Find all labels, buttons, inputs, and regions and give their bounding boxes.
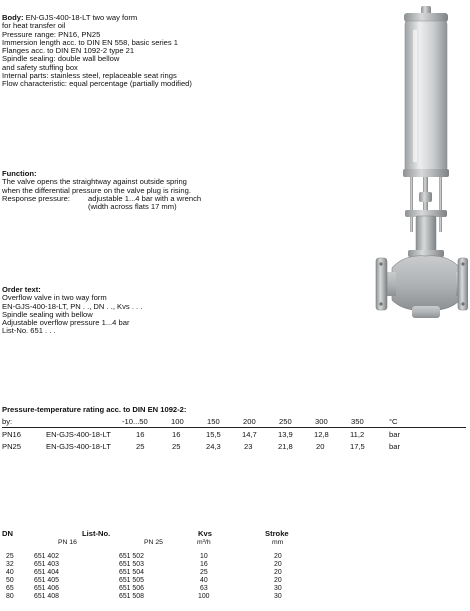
pt-cell: bar (389, 442, 400, 452)
body-line: Spindle sealing: double wall bellow (2, 54, 120, 64)
valve-pillar-right (439, 177, 442, 232)
valve-top-cap (404, 13, 448, 22)
pt-table-grid (2, 417, 466, 453)
valve-flange-left (376, 258, 387, 310)
function-line: when the differential pressure on the valve plug is rising. (2, 185, 191, 195)
pt-header-cell: 300 (315, 417, 328, 427)
body-section (2, 14, 252, 89)
pt-header-cell: 250 (279, 417, 292, 427)
list-cell: 651 508 (119, 593, 144, 600)
list-cell: 651 403 (34, 561, 59, 568)
list-cell: 63 (200, 585, 208, 592)
body-line: Pressure range: PN16, PN25 (2, 29, 101, 39)
list-cell: 651 504 (119, 569, 144, 576)
list-cell: 50 (6, 577, 14, 584)
list-cell: 651 505 (119, 577, 144, 584)
list-cell: 651 404 (34, 569, 59, 576)
pt-cell: 25 (172, 442, 181, 452)
list-cell: 100 (198, 593, 210, 600)
function-section (2, 170, 252, 211)
function-title: Function: (2, 169, 37, 178)
order-line: Spindle sealing with bellow (2, 309, 93, 319)
order-line: Overflow valve in two way form (2, 293, 107, 303)
list-cell: 25 (6, 553, 14, 560)
pt-cell: 11,2 (350, 430, 365, 440)
order-section (2, 286, 252, 336)
order-line: Adjustable overflow pressure 1...4 bar (2, 318, 130, 328)
pt-cell: bar (389, 430, 400, 440)
pt-cell: 24,3 (206, 442, 221, 452)
response-value: adjustable 1...4 bar with a wrench (88, 193, 202, 203)
valve-top-knob (421, 6, 431, 14)
list-cell: 30 (274, 585, 282, 592)
stroke-unit: mm (272, 539, 284, 546)
flange-bolt (379, 262, 382, 265)
valve-bottom-cap (403, 169, 449, 177)
pn25-subheader: PN 25 (144, 539, 163, 546)
valve-body (392, 256, 460, 311)
list-cell: 651 406 (34, 585, 59, 592)
pt-cell: 15,5 (206, 430, 221, 440)
order-title: Order text: (2, 285, 41, 294)
body-title-rest: EN-GJS-400-18-LT two way form (23, 13, 138, 22)
pt-header-cell: 350 (351, 417, 364, 427)
list-cell: 30 (274, 593, 282, 600)
stroke-header: Stroke (265, 529, 289, 538)
kvs-header: Kvs (198, 529, 212, 538)
pt-cell: PN16 (2, 430, 21, 440)
body-line: Immersion length acc. to DIN EN 558, basic series 1 (2, 37, 178, 47)
valve-cylinder (405, 21, 447, 171)
pt-cell: 17,5 (350, 442, 365, 452)
flange-bolt (461, 262, 464, 265)
list-cell: 20 (274, 569, 282, 576)
pt-header-cell: °C (389, 417, 398, 427)
flange-bolt (461, 302, 464, 305)
list-cell: 651 405 (34, 577, 59, 584)
pt-cell: EN-GJS-400-18-LT (46, 442, 111, 452)
valve-cylinder-highlight (413, 30, 417, 162)
pt-cell: EN-GJS-400-18-LT (46, 430, 111, 440)
pt-cell: 20 (316, 442, 325, 452)
valve-base (412, 306, 440, 318)
pt-header-cell: 100 (171, 417, 184, 427)
pt-header-cell: by: (2, 417, 13, 427)
function-line: The valve opens the straightway against outside spring (2, 177, 187, 187)
list-cell: 20 (274, 553, 282, 560)
list-cell: 651 502 (119, 553, 144, 560)
valve-bellow-housing (416, 216, 436, 252)
pt-cell: 12,8 (314, 430, 329, 440)
list-cell: 25 (200, 569, 208, 576)
pt-header-rule (2, 427, 466, 428)
pt-header-cell: -10...50 (122, 417, 148, 427)
response-value-2: (width across flats 17 mm) (88, 202, 177, 212)
list-no-header: List-No. (82, 529, 111, 538)
list-cell: 16 (200, 561, 208, 568)
list-cell: 20 (274, 561, 282, 568)
list-cell: 651 506 (119, 585, 144, 592)
list-cell: 65 (6, 585, 14, 592)
body-line: and safety stuffing box (2, 62, 78, 72)
dn-header: DN (2, 529, 13, 538)
kvs-unit: m³/h (197, 539, 211, 546)
list-cell: 20 (274, 577, 282, 584)
list-cell: 651 503 (119, 561, 144, 568)
response-label: Response pressure: (2, 193, 70, 203)
list-cell: 651 408 (34, 593, 59, 600)
body-title: Body: (2, 13, 24, 22)
list-cell: 80 (6, 593, 14, 600)
pt-cell: 16 (136, 430, 145, 440)
body-line: Internal parts: stainless steel, replaceable seat rings (2, 71, 177, 81)
pt-cell: 16 (172, 430, 181, 440)
valve-pillar-left (410, 177, 413, 232)
valve-product-photo (374, 6, 468, 324)
order-line: List-No. 651 . . . (2, 326, 56, 336)
order-line: EN-GJS-400-18-LT, PN . ., DN . ., Kvs . . . (2, 301, 143, 311)
list-cell: 40 (200, 577, 208, 584)
pt-cell: 25 (136, 442, 145, 452)
pt-header-cell: 150 (207, 417, 220, 427)
pt-table-title: Pressure-temperature rating acc. to DIN EN 1092-2: (2, 405, 187, 414)
list-cell: 651 402 (34, 553, 59, 560)
pn16-subheader: PN 16 (58, 539, 77, 546)
list-cell: 40 (6, 569, 14, 576)
body-line: for heat transfer oil (2, 21, 66, 31)
valve-flange-right (458, 258, 468, 310)
list-cell: 32 (6, 561, 14, 568)
pt-cell: PN25 (2, 442, 21, 452)
valve-coupling (419, 192, 432, 202)
pt-header-cell: 200 (243, 417, 256, 427)
body-line: Flanges acc. to DIN EN 1092-2 type 21 (2, 46, 135, 56)
body-line: Flow characteristic: equal percentage (partially modified) (2, 79, 192, 89)
flange-bolt (379, 302, 382, 305)
pressure-temperature-table (2, 406, 466, 453)
list-cell: 10 (200, 553, 208, 560)
pt-cell: 14,7 (242, 430, 257, 440)
pt-cell: 23 (244, 442, 253, 452)
pt-cell: 13,9 (278, 430, 293, 440)
pt-cell: 21,8 (278, 442, 293, 452)
